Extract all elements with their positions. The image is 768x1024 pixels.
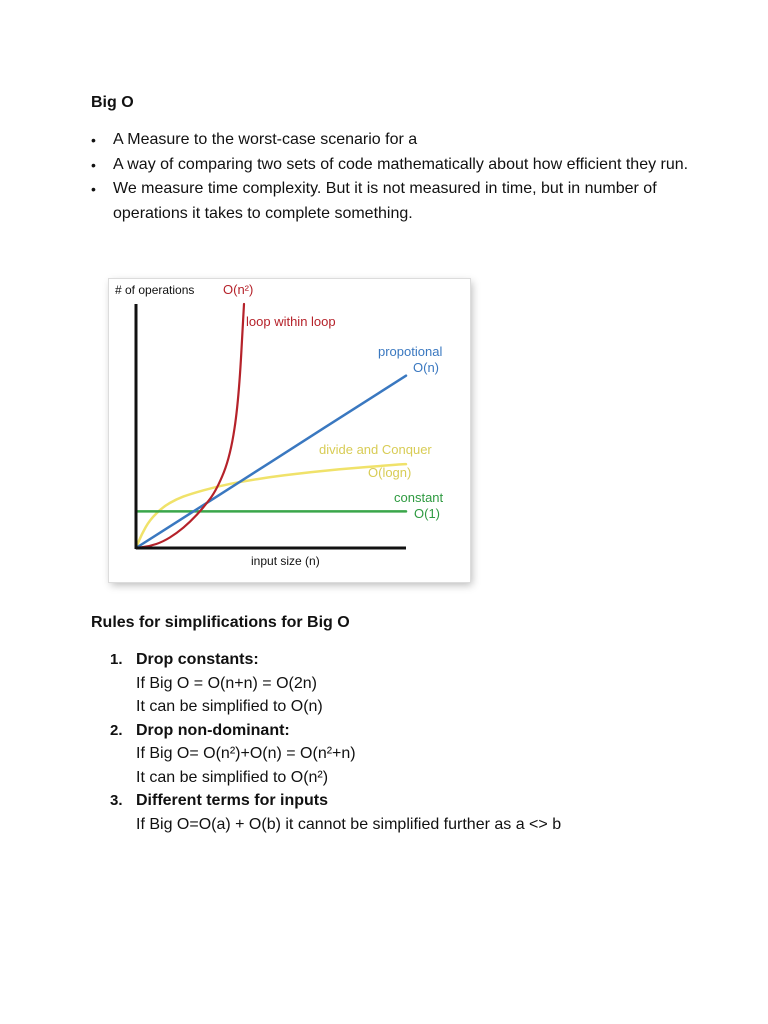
- y-axis-label: # of operations: [115, 283, 195, 297]
- rule-line: It can be simplified to O(n²): [136, 768, 329, 786]
- bullet-item: [91, 128, 691, 153]
- rule-title: Different terms for inputs: [136, 792, 329, 809]
- series-layer: [136, 304, 406, 548]
- bullet-icon: •: [91, 156, 96, 173]
- bullet-text: A Measure to the worst-case scenario for a: [113, 131, 418, 148]
- rule-title: Drop non-dominant:: [136, 721, 290, 739]
- annotation-propotional: propotional: [378, 344, 443, 359]
- bullet-text: A way of comparing two sets of code mathematically about how efficient they run.: [113, 155, 689, 173]
- annotation-o-n: O(n): [413, 360, 439, 375]
- annotation-constant: constant: [394, 490, 444, 505]
- annotation-o-n-squared: O(n²): [223, 282, 254, 297]
- annotation-o-logn: O(logn): [368, 465, 412, 480]
- bullet-item: [91, 177, 691, 226]
- rule-number: 1.: [110, 651, 123, 668]
- annotation-loop-within-loop: loop within loop: [246, 314, 336, 329]
- x-axis-label: input size (n): [251, 554, 320, 568]
- bullet-icon: •: [91, 132, 96, 148]
- rule-line: It can be simplified to O(n): [136, 698, 323, 715]
- rule-item: [110, 719, 670, 790]
- rule-item: [110, 648, 670, 719]
- rules-list: [110, 648, 670, 836]
- rules-heading: Rules for simplifications for Big O: [91, 614, 350, 631]
- rule-line: If Big O= O(n²)+O(n) = O(n²+n): [136, 745, 356, 762]
- rule-line: If Big O=O(a) + O(b) it cannot be simplified further as a <> b: [136, 815, 562, 833]
- bullet-icon: •: [91, 181, 96, 197]
- rule-title: Drop constants:: [136, 651, 259, 668]
- annotation-divide-and-conquer: divide and Conquer: [319, 442, 432, 457]
- series-o-logn: [136, 464, 406, 548]
- rule-number: 2.: [110, 721, 123, 739]
- rule-line: If Big O = O(n+n) = O(2n): [136, 674, 317, 692]
- rule-number: 3.: [110, 792, 123, 809]
- big-o-chart-figure: [109, 279, 470, 582]
- annotation-o-1: O(1): [414, 506, 440, 521]
- series-o-n: [136, 376, 406, 548]
- bullet-item: [91, 153, 691, 178]
- bullet-list: [91, 128, 691, 226]
- rule-item: [110, 789, 670, 836]
- page-heading: Big O: [91, 94, 134, 111]
- bullet-text: We measure time complexity. But it is not measured in time, but in number of operations it takes to complete something.: [113, 180, 657, 222]
- big-o-chart: [109, 279, 470, 582]
